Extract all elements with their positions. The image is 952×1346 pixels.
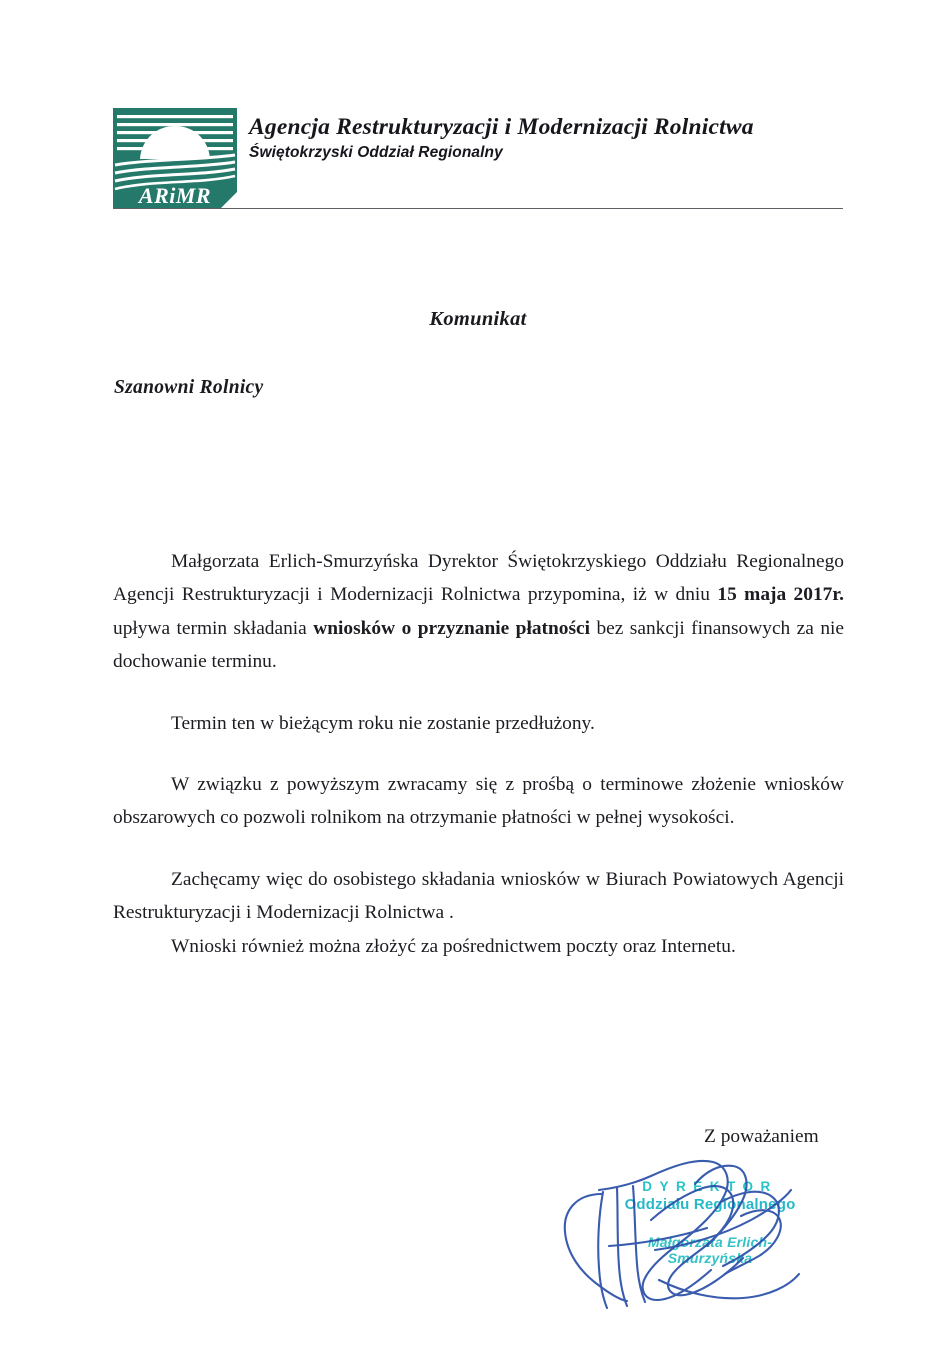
paragraph-1-text-a: Małgorzata Erlich-Smurzyńska Dyrektor Świętokrzyskiego Oddziału Regionalnego Agencji Restrukturyzacji i Modernizacji Rolnictwa przypomina, iż w dniu	[113, 551, 844, 606]
organization-block	[249, 114, 849, 162]
paragraph-spacer-1	[113, 679, 844, 707]
closing-phrase: Z poważaniem	[704, 1126, 819, 1147]
salutation: Szanowni Rolnicy	[114, 377, 264, 398]
arimr-logo-text: ARiMR	[138, 183, 212, 208]
stamp-title: DYREKTOR	[642, 1179, 778, 1194]
director-stamp	[610, 1180, 810, 1267]
stamp-department: Oddziału Regionalnego	[624, 1195, 796, 1213]
organization-subtitle: Świętokrzyski Oddział Regionalny	[249, 144, 503, 161]
organization-name: Agencja Restrukturyzacji i Modernizacji Rolnictwa	[249, 114, 754, 140]
paragraph-spacer-2	[113, 740, 844, 768]
stamp-person-name: Małgorzata Erlich-Smurzyńska	[647, 1233, 773, 1267]
paragraph-2: Termin ten w bieżącym roku nie zostanie przedłużony.	[171, 712, 595, 734]
paragraph-3: W związku z powyższym zwracamy się z prośbą o terminowe złożenie wniosków obszarowych co pozwoli rolnikom na otrzymanie płatności w pełnej wysokości.	[113, 774, 844, 829]
arimr-logo	[113, 108, 237, 208]
paragraph-4: Zachęcamy więc do osobistego składania wniosków w Biurach Powiatowych Agencji Restrukturyzacji i Modernizacji Rolnictwa .	[113, 868, 844, 924]
document-body	[113, 545, 844, 963]
paragraph-1	[113, 545, 844, 679]
document-title: Komunikat	[429, 308, 527, 330]
paragraph-1-text-c: bez sankcji finansowych za nie dochowanie terminu.	[113, 617, 845, 673]
paragraph-1-text-b: upływa termin składania	[113, 617, 314, 639]
paragraph-5: Wnioski również można złożyć za pośrednictwem poczty oraz Internetu.	[171, 935, 736, 957]
paragraph-1-bold-applications: wniosków o przyznanie płatności	[313, 617, 591, 639]
header-divider	[113, 208, 843, 209]
letterhead	[113, 108, 843, 212]
signature-area	[555, 1150, 845, 1315]
paragraph-spacer-3	[113, 835, 844, 863]
paragraph-1-bold-date: 15 maja 2017r.	[717, 584, 845, 606]
